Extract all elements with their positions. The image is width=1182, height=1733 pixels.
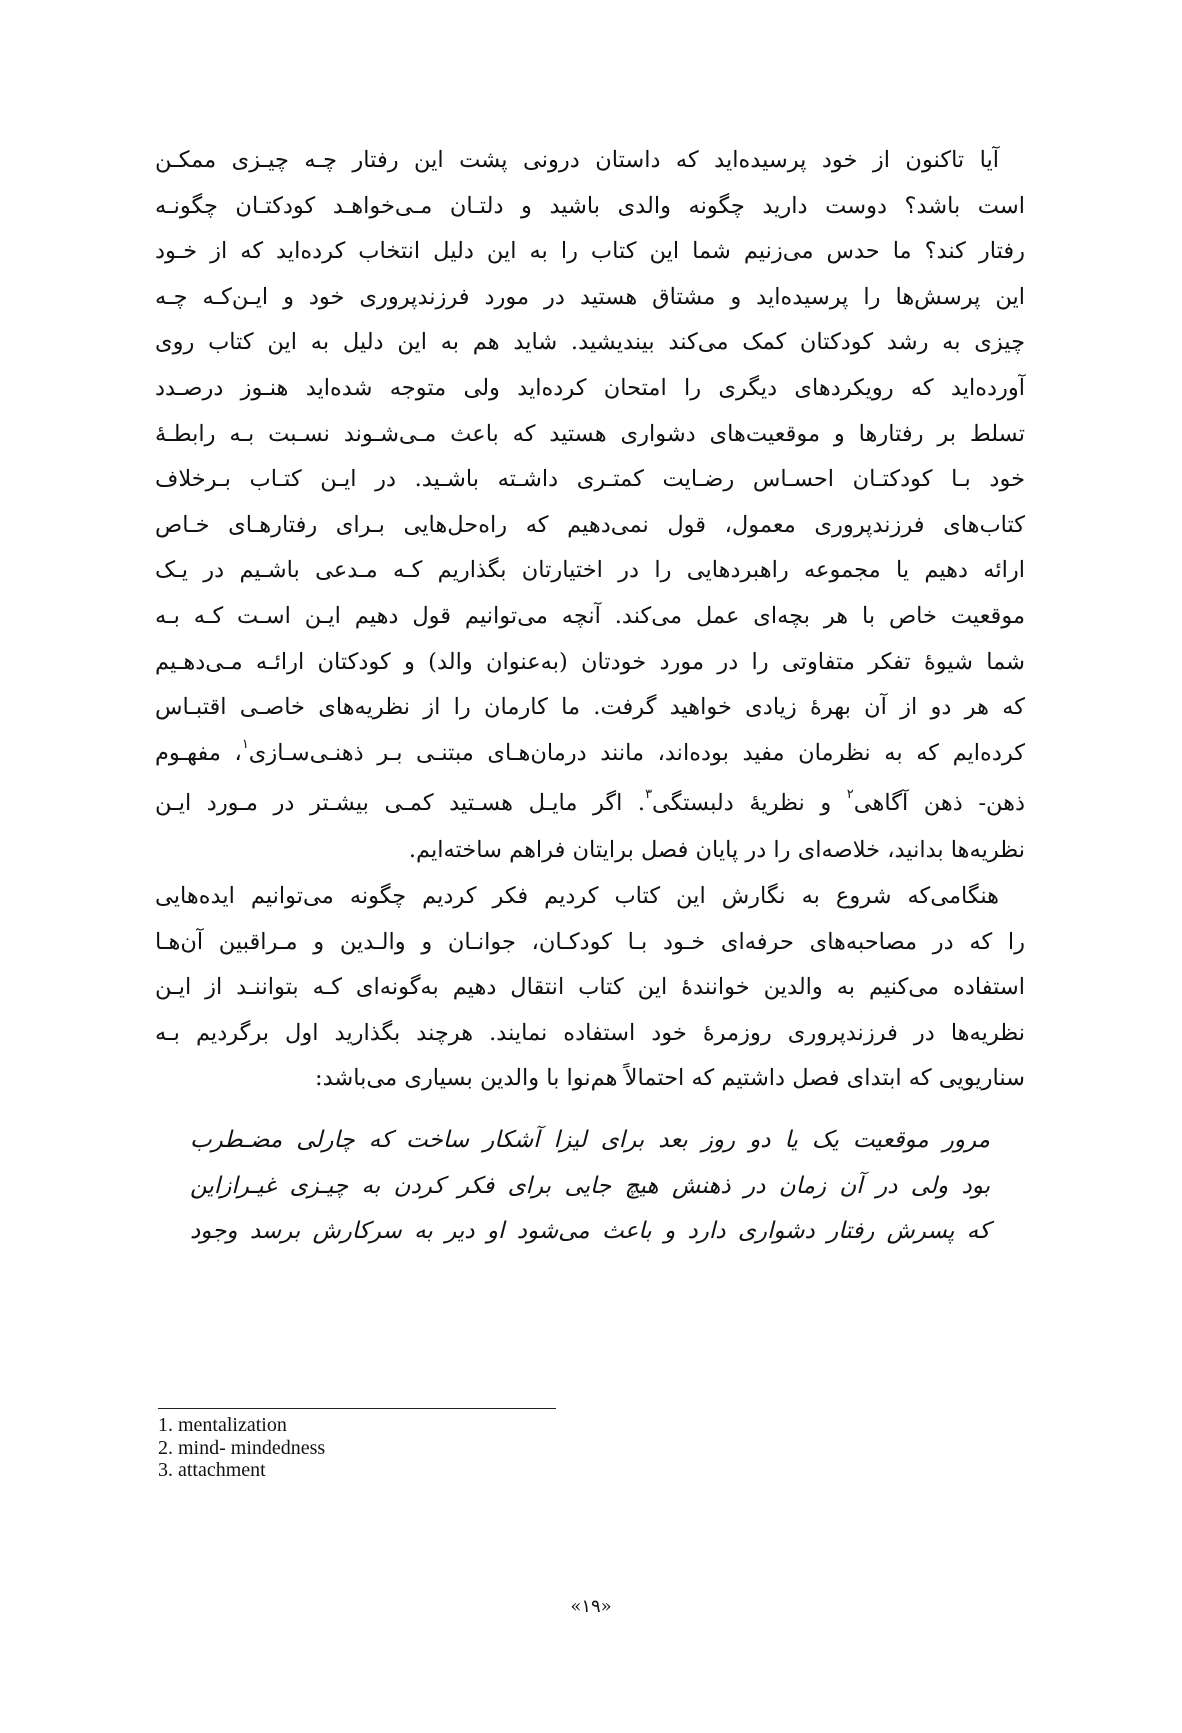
text-line: نظریه‌ها در فرزندپروری روزمرهٔ خود استفاده نمایند. هرچند بگذارید اول برگردیم بـه <box>155 1019 1025 1046</box>
page-number: «۱۹» <box>570 1596 612 1617</box>
text-line <box>155 733 1025 773</box>
text-line: استفاده می‌کنیم به والدین خوانندهٔ این کتاب انتقال دهیم به‌گونه‌ای کـه بتواننـد از ایـن <box>155 974 1025 1001</box>
footnote-item: 2. mind- mindedness <box>158 1436 326 1459</box>
line-text: . اگر مایـل هسـتید کمـی بیشـتر در مـورد ایـن <box>155 790 646 816</box>
line-text: ذهن- ذهن آگاهی <box>853 790 1025 816</box>
footnote-ref-2: ۲ <box>846 787 854 802</box>
text-line: رفتار کند؟ ما حدس می‌زنیم شما این کتاب را به این دلیل انتخاب کرده‌اید که از خـود <box>155 238 1025 265</box>
footnote-ref-3: ۳ <box>645 787 653 802</box>
footnote-item: 1. mentalization <box>158 1414 287 1436</box>
text-line: این پرسش‌ها را پرسیده‌اید و مشتاق هستید در مورد فرزندپروری خود و ایـن‌کـه چـه <box>155 283 1025 310</box>
line-text: کرده‌ایم که به نظرمان مفید بوده‌اند، مانند درمان‌هـای مبتنـی بـر ذهنـی‌سـازی <box>248 739 1025 766</box>
line-text: و نظریهٔ دلبستگی <box>652 790 847 816</box>
text-line: ارائه دهیم یا مجموعه راهبردهایی را در اختیارتان بگذاریم کـه مـدعی باشـیم در یـک <box>155 557 1025 584</box>
quote-line: مرور موقعیت یک یا دو روز بعد برای لیزا آشکار ساخت که چارلی مضـطرب <box>190 1127 990 1153</box>
footnote-divider <box>158 1408 556 1409</box>
text-line: نظریه‌ها بدانید، خلاصه‌ای را در پایان فصل برایتان فراهم ساخته‌ایم. <box>408 837 1025 863</box>
text-line: را که در مصاحبه‌های حرفه‌ای خـود بـا کودکـان، جوانـان و والـدین و مـراقبین آن‌هـا <box>155 928 1025 955</box>
text-line: کتاب‌های فرزندپروری معمول، قول نمی‌دهیم که راه‌حل‌هایی بـرای رفتارهـای خـاص <box>155 511 1025 538</box>
quote-line: که پسرش رفتار دشواری دارد و باعث می‌شود او دیر به سرکارش برسد وجود <box>190 1218 990 1245</box>
text-line: آورده‌اید که رویکردهای دیگری را امتحان کرده‌اید ولی متوجه شده‌اید هنـوز درصـدد <box>155 375 1025 401</box>
text-line: چیزی به رشد کودکتان کمک می‌کند بیندیشید. شاید هم به این دلیل به این کتاب روی <box>155 329 1025 356</box>
quote-line: بود ولی در آن زمان در ذهنش هیچ جایی برای فکر کردن به چیـزی غیـرازاین <box>190 1172 990 1199</box>
text-line: خود بـا کودکتـان احسـاس رضـایت کمتـری داشـته باشـید. در ایـن کتـاب بـرخلاف <box>155 466 1025 493</box>
footnote-ref-1: ۱ <box>241 736 249 752</box>
text-line: هنگامی‌که شروع به نگارش این کتاب کردیم فکر کردیم چگونه می‌توانیم ایده‌هایی <box>155 883 999 909</box>
text-line: که هر دو از آن بهرهٔ زیادی خواهید گرفت. ما کارمان را از نظریه‌های خاصـی اقتبـاس <box>155 694 1025 721</box>
text-line: تسلط بر رفتارها و موقعیت‌های دشواری هستید که باعث مـی‌شـوند نسـبت بـه رابطـهٔ <box>155 420 1025 447</box>
text-line: موقعیت خاص با هر بچه‌ای عمل می‌کند. آنچه می‌توانیم قول دهیم ایـن اسـت کـه بـه <box>155 603 1025 629</box>
text-line: آیا تاکنون از خود پرسیده‌اید که داستان درونی پشت این رفتار چـه چیـزی ممکـن <box>155 147 999 173</box>
text-line: سناریویی که ابتدای فصل داشتیم که احتمالاً هم‌نوا با والدین بسیاری می‌باشد: <box>315 1065 1025 1092</box>
line-text: ، مفهـوم <box>155 739 242 766</box>
text-line: است باشد؟ دوست دارید چگونه والدی باشید و دلتـان مـی‌خواهـد کودکتـان چگونـه <box>155 192 1025 219</box>
text-line <box>155 783 1025 823</box>
footnotes <box>158 1414 325 1482</box>
text-line: شما شیوهٔ تفکر متفاوتی را در مورد خودتان (به‌عنوان والد) و کودکتان ارائـه مـی‌دهـیم <box>155 648 1025 675</box>
footnote-item: 3. attachment <box>158 1459 266 1481</box>
